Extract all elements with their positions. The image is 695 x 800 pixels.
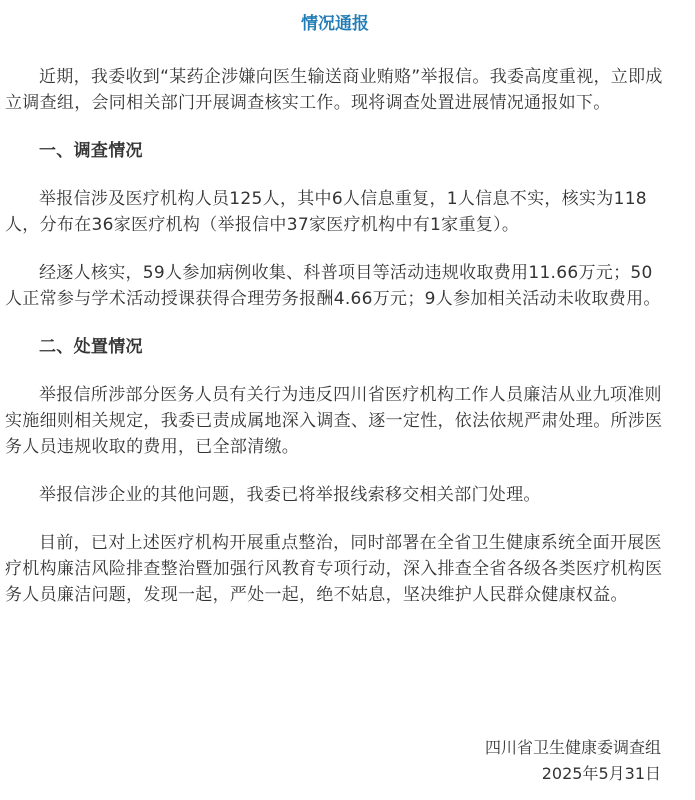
signature-org: 四川省卫生健康委调查组 [484,738,661,757]
paragraph: 举报信涉企业的其他问题，我委已将举报线索移交相关部门处理。 [39,485,541,505]
paragraph: 目前，已对上述医疗机构开展重点整治，同时部署在全省卫生健康系统全面开展医疗机构廉洁风险排查整治暨加强行风教育专项行动，深入排查全省各级各类医疗机构医务人员廉洁问题，发现一起，严处一起，绝不姑息，坚决维护人民群众健康权益。 [5,533,663,605]
section-heading-handling: 二、处置情况 [39,337,143,357]
signature-block [485,735,661,787]
paragraph: 经逐人核实，59人参加病例收集、科普项目等活动违规收取费用11.66万元；50人正常参与学术活动授课获得合理劳务报酬4.66万元；9人参加相关活动未收取费用。 [5,263,661,309]
page-title: 情况通报 [301,14,369,34]
paragraph: 举报信所涉部分医务人员有关行为违反四川省医疗机构工作人员廉洁从业九项准则实施细则相关规定，我委已责成属地深入调查、逐一定性，依法依规严肃处理。所涉医务人员违规收取的费用，已全部清缴。 [5,385,663,457]
intro-paragraph: 近期，我委收到“某药企涉嫌向医生输送商业贿赂”举报信。我委高度重视，立即成立调查组，会同相关部门开展调查核实工作。现将调查处置进展情况通报如下。 [5,67,663,113]
paragraph: 举报信涉及医疗机构人员125人，其中6人信息重复，1人信息不实，核实为118人，分布在36家医疗机构（举报信中37家医疗机构中有1家重复）。 [5,189,647,235]
section-heading-investigation: 一、调查情况 [39,141,143,161]
signature-date: 2025年5月31日 [541,764,661,783]
